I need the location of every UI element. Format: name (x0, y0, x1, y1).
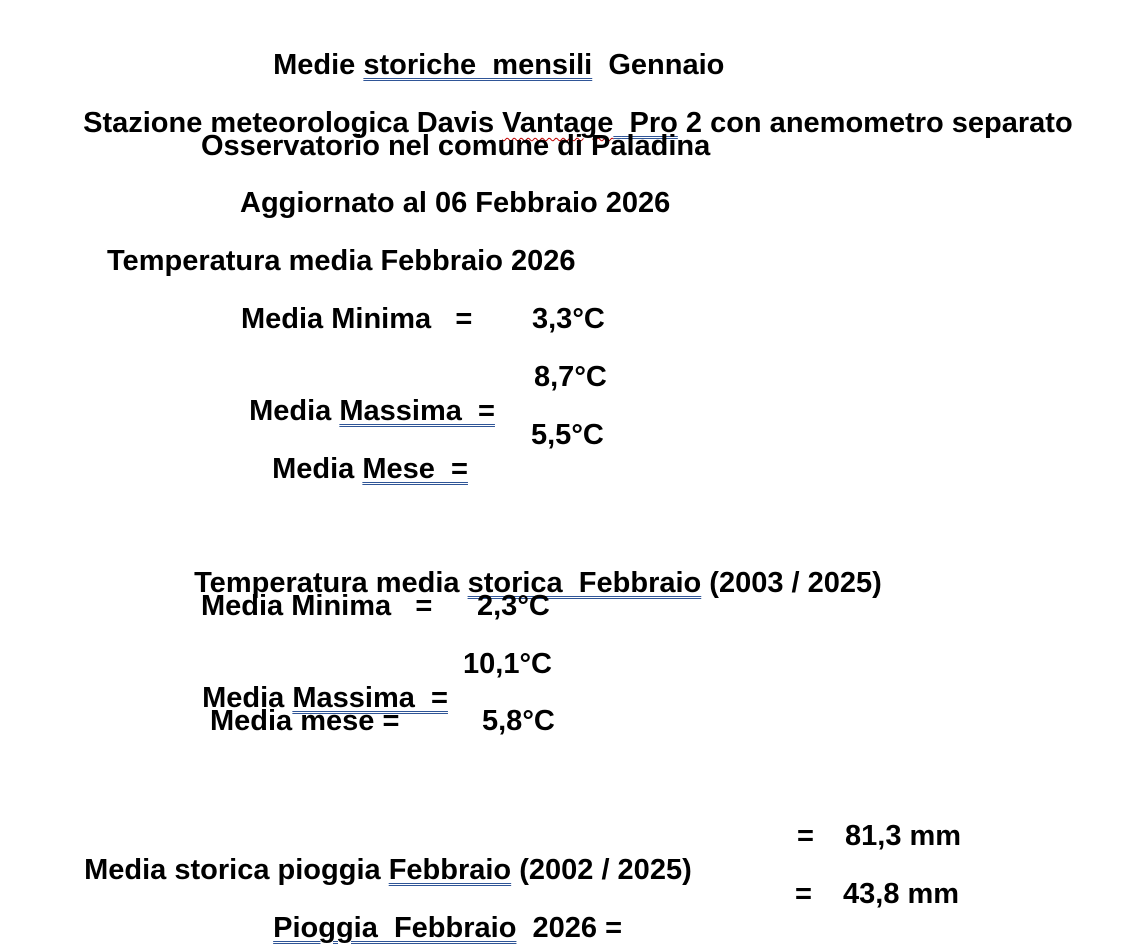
updated-line: Aggiornato al 06 Febbraio 2026 (240, 187, 671, 219)
rain-historical-equals: = (797, 820, 814, 852)
station-part: 2 con anemometro separato (677, 107, 1073, 139)
current-max-label-underlined: Massima = (339, 395, 495, 427)
station-part-misspelled: Vantage (502, 107, 614, 139)
historical-max-label-part: Media (202, 682, 293, 714)
current-max-label-part: Media (249, 395, 340, 427)
current-max-value: 8,7°C (534, 361, 607, 393)
rain-current-label-part: 2026 = (516, 912, 623, 944)
current-heading: Temperatura media Febbraio 2026 (107, 245, 576, 277)
title-part: Gennaio (592, 49, 725, 81)
current-min-label: Media Minima = (241, 303, 473, 335)
historical-max-label-underlined: Massima = (292, 682, 448, 714)
historical-heading-underlined: storica Febbraio (467, 567, 702, 599)
current-month-value: 5,5°C (531, 419, 604, 451)
rain-historical-label-underlined: Febbraio (388, 854, 512, 886)
rain-historical-label-part: (2002 / 2025) (511, 854, 692, 886)
historical-heading-part: (2003 / 2025) (701, 567, 882, 599)
rain-current-label (257, 877, 622, 945)
title-part: Medie (273, 49, 364, 81)
current-month-label-underlined: Mese = (362, 453, 468, 485)
rain-current-equals: = (795, 878, 812, 910)
station-part-underlined: Pro (621, 107, 678, 139)
rain-current-label-underlined: Pioggia Febbraio (273, 912, 517, 944)
historical-min-value: 2,3°C (477, 590, 550, 622)
rain-historical-value: 81,3 mm (845, 820, 962, 852)
title-part-underlined: storiche mensili (363, 49, 593, 81)
current-min-value: 3,3°C (532, 303, 605, 335)
rain-historical-label-part: Media storica pioggia (84, 854, 389, 886)
historical-month-value: 5,8°C (482, 705, 555, 737)
historical-month-label: Media mese = (210, 705, 400, 737)
station-part: Stazione meteorologica Davis (83, 107, 503, 139)
rain-current-value: 43,8 mm (843, 878, 960, 910)
current-month-label-part: Media (272, 453, 363, 485)
historical-min-label: Media Minima = (201, 590, 433, 622)
historical-heading-part: Temperatura media (194, 567, 468, 599)
current-month-label (256, 418, 468, 486)
historical-max-value: 10,1°C (463, 648, 552, 680)
observatory-line: Osservatorio nel comune di Paladina (201, 130, 711, 162)
